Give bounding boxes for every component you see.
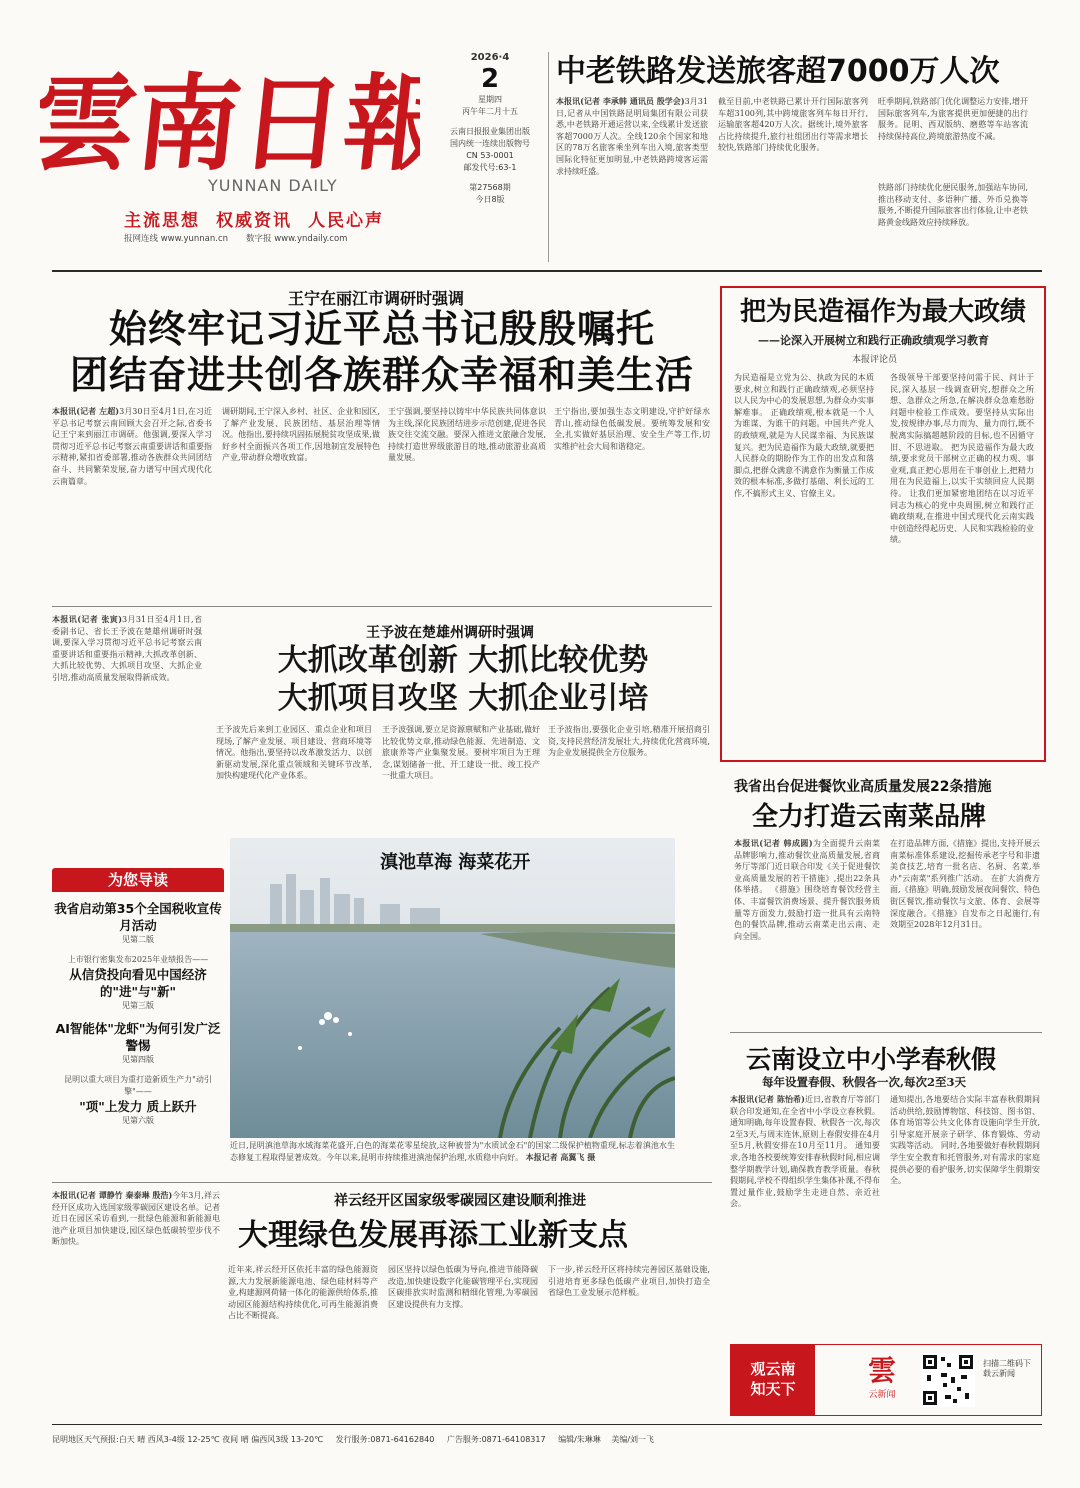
lunar-date: 丙午年二月十五 <box>462 107 518 116</box>
photo-caption <box>230 1140 675 1174</box>
dali-story-col-2 <box>228 1264 378 1418</box>
footer-rule <box>52 1424 1042 1425</box>
commentary-title: 把为民造福作为最大政绩 <box>740 297 1027 327</box>
guide-header: 为您导读 <box>52 868 224 892</box>
dali-story-body-4: 下一步,祥云经开区将持续完善园区基础设施,引进培育更多绿色低碳产业项目,加快打造全省绿色工业发展示范样板。 <box>548 1265 710 1298</box>
food-story-title: 全力打造云南菜品牌 <box>752 802 987 832</box>
date-day: 2 <box>480 64 500 94</box>
dali-story-body-2: 近年来,祥云经开区依托丰富的绿色能源资源,大力发展新能源电池、绿色硅材料等产业,构建源网荷储一体化的能源供给体系,推动园区能源结构持续优化,可再生能源消费占比不断提高。 <box>228 1265 378 1321</box>
top-story-title: 中老铁路发送旅客超7000万人次 <box>556 54 1000 89</box>
page-count: 今日8版 <box>475 195 505 204</box>
second-story-body-1: 3月31日至4月1日,省委副书记、省长王予波在楚雄州调研时强调,要深入学习贯彻习近平总书记考察云南重要讲话和重要指示精神,大抓改革创新、大抓比较优势、大抓项目攻坚、大抓企业引培,推动高质量发展取得新成效。 <box>52 615 202 682</box>
top-story-body-3: 旺季期间,铁路部门优化调整运力安排,增开国际旅客列车,为旅客提供更加便捷的出行服务。昆明、西双版纳、磨憨等车站客流持续保持高位,跨境旅游热度不减。 <box>878 97 1028 141</box>
app-name: 云新闻 <box>868 1390 896 1400</box>
photo-title: 滇池草海 海菜花开 <box>380 852 531 873</box>
commentary-body-4: 把为民造福作为最大政绩,要求党员干部树立正确的权力观、事业观,真正把心思用在干事创业上,把精力用在为民造福上,以实干实绩回应人民期待。 <box>890 442 1034 498</box>
school-story-col-2 <box>890 1094 1040 1320</box>
masthead-divider <box>548 52 549 262</box>
commentary-subtitle: ——论深入开展树立和践行正确政绩观学习教育 <box>758 334 989 347</box>
weekday: 星期四 <box>478 95 502 104</box>
dali-top-rule <box>52 1182 712 1183</box>
school-top-rule <box>730 1032 1042 1033</box>
lead-story-col-2 <box>222 406 380 598</box>
promo-line-2: 知天下 <box>750 1380 796 1398</box>
footer <box>52 1428 1042 1452</box>
food-story-body-4: 在扩大消费方面,《措施》明确,鼓励发展夜间餐饮、特色街区餐饮,推动餐饮与文旅、体育、会展等深度融合。《措施》自发布之日起施行,有效期至2028年12月31日。 <box>890 873 1040 930</box>
second-story-byline: 本报讯(记者 张寅) <box>52 614 122 624</box>
app-promo[interactable] <box>730 1344 1042 1416</box>
school-story-subtitle: 每年设置春假、秋假各一次,每次2至3天 <box>762 1075 967 1089</box>
guide-item-see: 见第四版 <box>122 1055 154 1064</box>
top-story-col-2 <box>718 96 868 264</box>
publisher: 云南日报报业集团出版 <box>450 127 530 136</box>
school-story-body-3: 通知提出,各地要结合实际丰富春秋假期间活动供给,鼓励博物馆、科技馆、图书馆、体育场馆等公共文化体育设施向学生开放,引导家庭开展亲子研学、体育锻炼、劳动实践等活动。 <box>890 1095 1040 1151</box>
slogan-row <box>124 206 424 231</box>
lead-title-line-2: 团结奋进共创各族群众幸福和美生活 <box>69 353 694 397</box>
guide-item-2[interactable] <box>52 954 224 1012</box>
masthead-rule <box>52 270 1042 272</box>
top-story-col-3 <box>878 96 1028 180</box>
dali-story-kicker: 祥云经开区国家级零碳园区建设顺利推进 <box>334 1193 586 1209</box>
lead-title-line-1: 始终牢记习近平总书记殷殷嘱托 <box>108 307 655 351</box>
lead-story-body-4: 王宁指出,要加强生态文明建设,守护好绿水青山,推动绿色低碳发展。要统筹发展和安全,扎实做好基层治理、安全生产等工作,切实维护社会大局和谐稳定。 <box>554 407 710 451</box>
qr-code-icon[interactable] <box>921 1353 975 1407</box>
commentary-author: 本报评论员 <box>852 355 898 365</box>
photo-credit: 本报记者 高翼飞 摄 <box>525 1151 596 1162</box>
postal-code: 邮发代号:63-1 <box>463 163 517 172</box>
lead-story-col-3 <box>388 406 546 598</box>
dali-story-body-3: 园区坚持以绿色低碳为导向,推进节能降碳改造,加快建设数字化能碳管理平台,实现园区碳排放实时监测和精细化管理,为零碳园区建设提供有力支撑。 <box>388 1265 538 1309</box>
school-story-byline: 本报讯(记者 陈怡希) <box>730 1094 805 1104</box>
cn-label: 国内统一连续出版物号 <box>450 139 530 148</box>
guide-item-title: 从信贷投向看见中国经济的"进"与"新" <box>69 967 207 999</box>
web-links <box>124 232 347 244</box>
guide-item-4[interactable] <box>52 1074 224 1127</box>
guide-item-see: 见第二版 <box>122 935 154 944</box>
footer-weather: 昆明地区天气预报:白天 晴 西风3-4级 12-25℃ 夜间 晴 偏西风3级 13-20℃ <box>52 1435 324 1444</box>
lead-story-body-1: 3月30日至4月1日,在习近平总书记考察云南回顾大会召开之际,省委书记王宁来到丽江市调研。他强调,要深入学习贯彻习近平总书记考察云南重要讲话和重要指示精神,紧扣省委部署,推动各族群众共同团结奋斗、共同繁荣发展,奋力谱写中国式现代化云南篇章。 <box>52 407 212 486</box>
second-story-col-1 <box>52 614 202 828</box>
guide-item-sub: 上市银行密集发布2025年业绩报告—— <box>67 955 209 964</box>
commentary-body-3: 各级领导干部要坚持问需于民、问计于民,深入基层一线调查研究,想群众之所想、急群众之所急,在解决群众急难愁盼问题中检验工作成效。要坚持从实际出发,按规律办事,尽力而为、量力而行,既不脱离实际搞超越阶段的目标,也不因循守旧、不思进取。 <box>890 373 1034 452</box>
school-story-title: 云南设立中小学春秋假 <box>746 1045 997 1074</box>
lead-story-byline: 本报讯(记者 左超) <box>52 406 120 416</box>
app-logo <box>851 1355 913 1405</box>
second-title-line-2: 大抓项目攻坚 大抓企业引培 <box>277 681 649 716</box>
food-story-body-2: 《措施》围绕培育餐饮经营主体、丰富餐饮消费场景、提升餐饮服务质量等方面发力,鼓励打造一批具有云南特色的餐饮品牌,推动云南菜走出云南、走向全国。 <box>734 885 880 941</box>
footer-designer: 美编/刘一飞 <box>611 1435 655 1444</box>
issue-number: 第27568期 <box>469 183 511 192</box>
footer-ads: 广告服务:0871-64108317 <box>446 1435 546 1444</box>
top-story-body-2: 截至目前,中老铁路已累计开行国际旅客列车超3100列,其中跨境旅客列车每日开行,运输旅客超420万人次。据统计,境外旅客占比持续提升,旅行社组团出行等需求增长较快,铁路部门持续优化服务。 <box>718 97 868 153</box>
web-link-right[interactable]: 数字报 www.yndaily.com <box>246 234 348 244</box>
promo-slogan <box>731 1345 815 1415</box>
guide-item-title: "项"上发力 质上跃升 <box>79 1099 197 1114</box>
commentary-box <box>720 286 1046 762</box>
lead-story-col-1 <box>52 406 212 598</box>
app-logo-glyph-icon: 雲 <box>867 1354 896 1387</box>
food-story-byline: 本报讯(记者 韩成圆) <box>734 838 813 848</box>
footer-distribution: 发行服务:0871-64162840 <box>335 1435 435 1444</box>
dali-story-col-4 <box>548 1264 710 1418</box>
dali-story-body-1: 今年3月,祥云经开区成功入选国家级零碳园区建设名单。记者近日在园区采访看到,一批绿色能源和新能源电池产业项目加快建设,园区绿色低碳转型步伐不断加快。 <box>52 1191 220 1247</box>
dali-story-byline: 本报讯(记者 谭静竹 秦泰琳 殷浩) <box>52 1190 173 1200</box>
guide-item-3[interactable] <box>52 1020 224 1066</box>
guide-box <box>52 868 224 1168</box>
guide-item-1[interactable] <box>52 900 224 946</box>
food-story-body-3: 在打造品牌方面,《措施》提出,支持开展云南菜标准体系建设,挖掘传承老字号和非遗美食技艺,培育一批名店、名厨、名菜,举办"云南菜"系列推广活动。 <box>890 839 1040 883</box>
commentary-col-1 <box>734 372 874 752</box>
lead-story-title <box>52 306 712 398</box>
guide-item-see: 见第三版 <box>122 1001 154 1010</box>
top-story-byline: 本报讯(记者 李承韩 通讯员 殷学会) <box>556 96 685 106</box>
food-story-col-1 <box>734 838 880 1024</box>
lead-story-kicker: 王宁在丽江市调研时强调 <box>288 289 465 308</box>
promo-line-1: 观云南 <box>750 1360 796 1378</box>
dali-story-col-3 <box>388 1264 538 1418</box>
second-story-col-2 <box>216 724 372 828</box>
english-name: YUNNAN DAILY <box>208 176 338 195</box>
second-story-col-3 <box>382 724 540 828</box>
slogan-1: 主流思想 <box>124 211 200 231</box>
second-story-body-4: 王予波指出,要强化企业引培,精准开展招商引资,支持民营经济发展壮大,持续优化营商环境,为企业发展提供全方位服务。 <box>548 725 710 758</box>
second-title-line-1: 大抓改革创新 大抓比较优势 <box>277 643 649 678</box>
second-story-col-4 <box>548 724 710 828</box>
guide-item-sub: 昆明以重大项目为重打造新质生产力"动引擎"—— <box>64 1075 212 1096</box>
commentary-body-1: 为民造福是立党为公、执政为民的本质要求,树立和践行正确政绩观,必须坚持以人民为中心的发展思想,为群众办实事解难事。 <box>734 373 874 417</box>
food-story-kicker: 我省出台促进餐饮业高质量发展22条措施 <box>734 779 992 795</box>
footer-editor: 编辑/朱琳琳 <box>558 1435 601 1444</box>
lead-bottom-rule <box>52 606 712 607</box>
commentary-body-2: 正确政绩观,根本就是一个人为谁谋、为谁干的问题。中国共产党人的政绩观,就是为人民谋幸福、为民族谋复兴。把为民造福作为最大政绩,就要把人民群众的期盼作为工作的出发点和落脚点,把群众满意不满意作为衡量工作成效的根本标准,多做打基础、利长远的工作,不搞形式主义、官僚主义。 <box>734 407 874 498</box>
photo-caption-text: 近日,昆明滇池草海水域海菜花盛开,白色的海菜花零星绽放,这种被誉为"水质试金石"的国家二级保护植物重现,标志着滇池水生态修复工程取得显著成效。今年以来,昆明市持续推进滇池保护治理,水质稳中向好。 <box>230 1141 675 1162</box>
second-story-body-3: 王予波强调,要立足资源禀赋和产业基础,做好比较优势文章,推动绿色能源、先进制造、文旅康养等产业集聚发展。要树牢项目为王理念,谋划储备一批、开工建设一批、竣工投产一批重大项目。 <box>382 725 540 781</box>
food-story-col-2 <box>890 838 1040 1024</box>
qr-caption: 扫描二维码下载云新闻 <box>983 1359 1031 1378</box>
second-story-body-2: 王予波先后来到工业园区、重点企业和项目现场,了解产业发展、项目建设、营商环境等情况。他指出,要坚持以改革激发活力、以创新驱动发展,深化重点领域和关键环节改革,加快构建现代化产业体系。 <box>216 725 372 781</box>
commentary-col-2 <box>890 372 1034 752</box>
school-story-body-1: 近日,省教育厅等部门联合印发通知,在全省中小学设立春秋假。通知明确,每年设置春假、秋假各一次,每次2至3天,与周末连休,原则上春假安排在4月至5月,秋假安排在10月至11月。 <box>730 1095 880 1151</box>
date-year-month: 2026·4 <box>470 52 510 63</box>
school-story-body-2: 通知要求,各地各校要统筹安排春秋假时间,相应调整学期教学计划,确保教育教学质量。春秋假期间,学校不得组织学生集体补课,不得布置过量作业,鼓励学生走进自然、亲近社会。 <box>730 1141 880 1209</box>
guide-item-see: 见第六版 <box>122 1116 154 1125</box>
school-story-body-4: 同时,各地要做好春秋假期间学生安全教育和托管服务,对有需求的家庭提供必要的看护服务,切实保障学生假期安全。 <box>890 1141 1040 1186</box>
cn-number: CN 53-0001 <box>466 151 514 160</box>
slogan-3: 人民心声 <box>308 211 384 231</box>
guide-item-title: 我省启动第35个全国税收宣传月活动 <box>54 901 222 933</box>
lead-story-body-2: 调研期间,王宁深入乡村、社区、企业和园区,了解产业发展、民族团结、基层治理等情况。他指出,要持续巩固拓展脱贫攻坚成果,做好乡村全面振兴各项工作,因地制宜发展特色产业,带动群众增收致富。 <box>222 407 380 463</box>
dali-story-col-1 <box>52 1190 220 1418</box>
date-box <box>440 52 540 262</box>
top-story-body-1: 3月31日,记者从中国铁路昆明局集团有限公司获悉,中老铁路开通运营以来,全线累计发送旅客超7000万人次。全线120余个国家和地区的78万名旅客乘坐列车出入境,旅客类型国际化特征更加明显,中老铁路跨境客运需求持续旺盛。 <box>556 97 708 176</box>
dali-story-title: 大理绿色发展再添工业新支点 <box>238 1218 628 1253</box>
top-story-col-1 <box>556 96 708 264</box>
school-story-col-1 <box>730 1094 880 1320</box>
food-story-body-1: 为全面提升云南菜品牌影响力,推动餐饮业高质量发展,省商务厅等部门近日联合印发《关于促进餐饮业高质量发展的若干措施》,提出22条具体举措。 <box>734 839 880 895</box>
lead-story-col-4 <box>554 406 710 598</box>
slogan-2: 权威资讯 <box>216 211 292 231</box>
guide-item-title: AI智能体"龙虾"为何引发广泛警惕 <box>55 1021 221 1053</box>
top-story-body-4: 铁路部门持续优化便民服务,加强站车协同,推出移动支付、多语种广播、外币兑换等服务,不断提升国际旅客出行体验,让中老铁路黄金线路效应持续释放。 <box>878 183 1028 227</box>
second-story-title <box>216 642 710 718</box>
logo-calligraphy: 雲南日報 <box>40 62 420 185</box>
lake-photo-art <box>230 838 675 1138</box>
lead-story-body-3: 王宁强调,要坚持以铸牢中华民族共同体意识为主线,深化民族团结进步示范创建,促进各民族交往交流交融。要深入推进文旅融合发展,持续打造世界级旅游目的地,推动旅游业高质量发展。 <box>388 407 546 463</box>
web-link-left[interactable]: 报网连线 www.yunnan.cn <box>124 234 229 244</box>
commentary-body-5: 让我们更加紧密地团结在以习近平同志为核心的党中央周围,树立和践行正确政绩观,在推进中国式现代化云南实践中创造经得起历史、人民和实践检验的业绩。 <box>890 488 1034 545</box>
top-story-col-4 <box>878 182 1028 264</box>
lake-photo <box>230 838 675 1138</box>
second-story-kicker: 王予波在楚雄州调研时强调 <box>366 625 534 641</box>
